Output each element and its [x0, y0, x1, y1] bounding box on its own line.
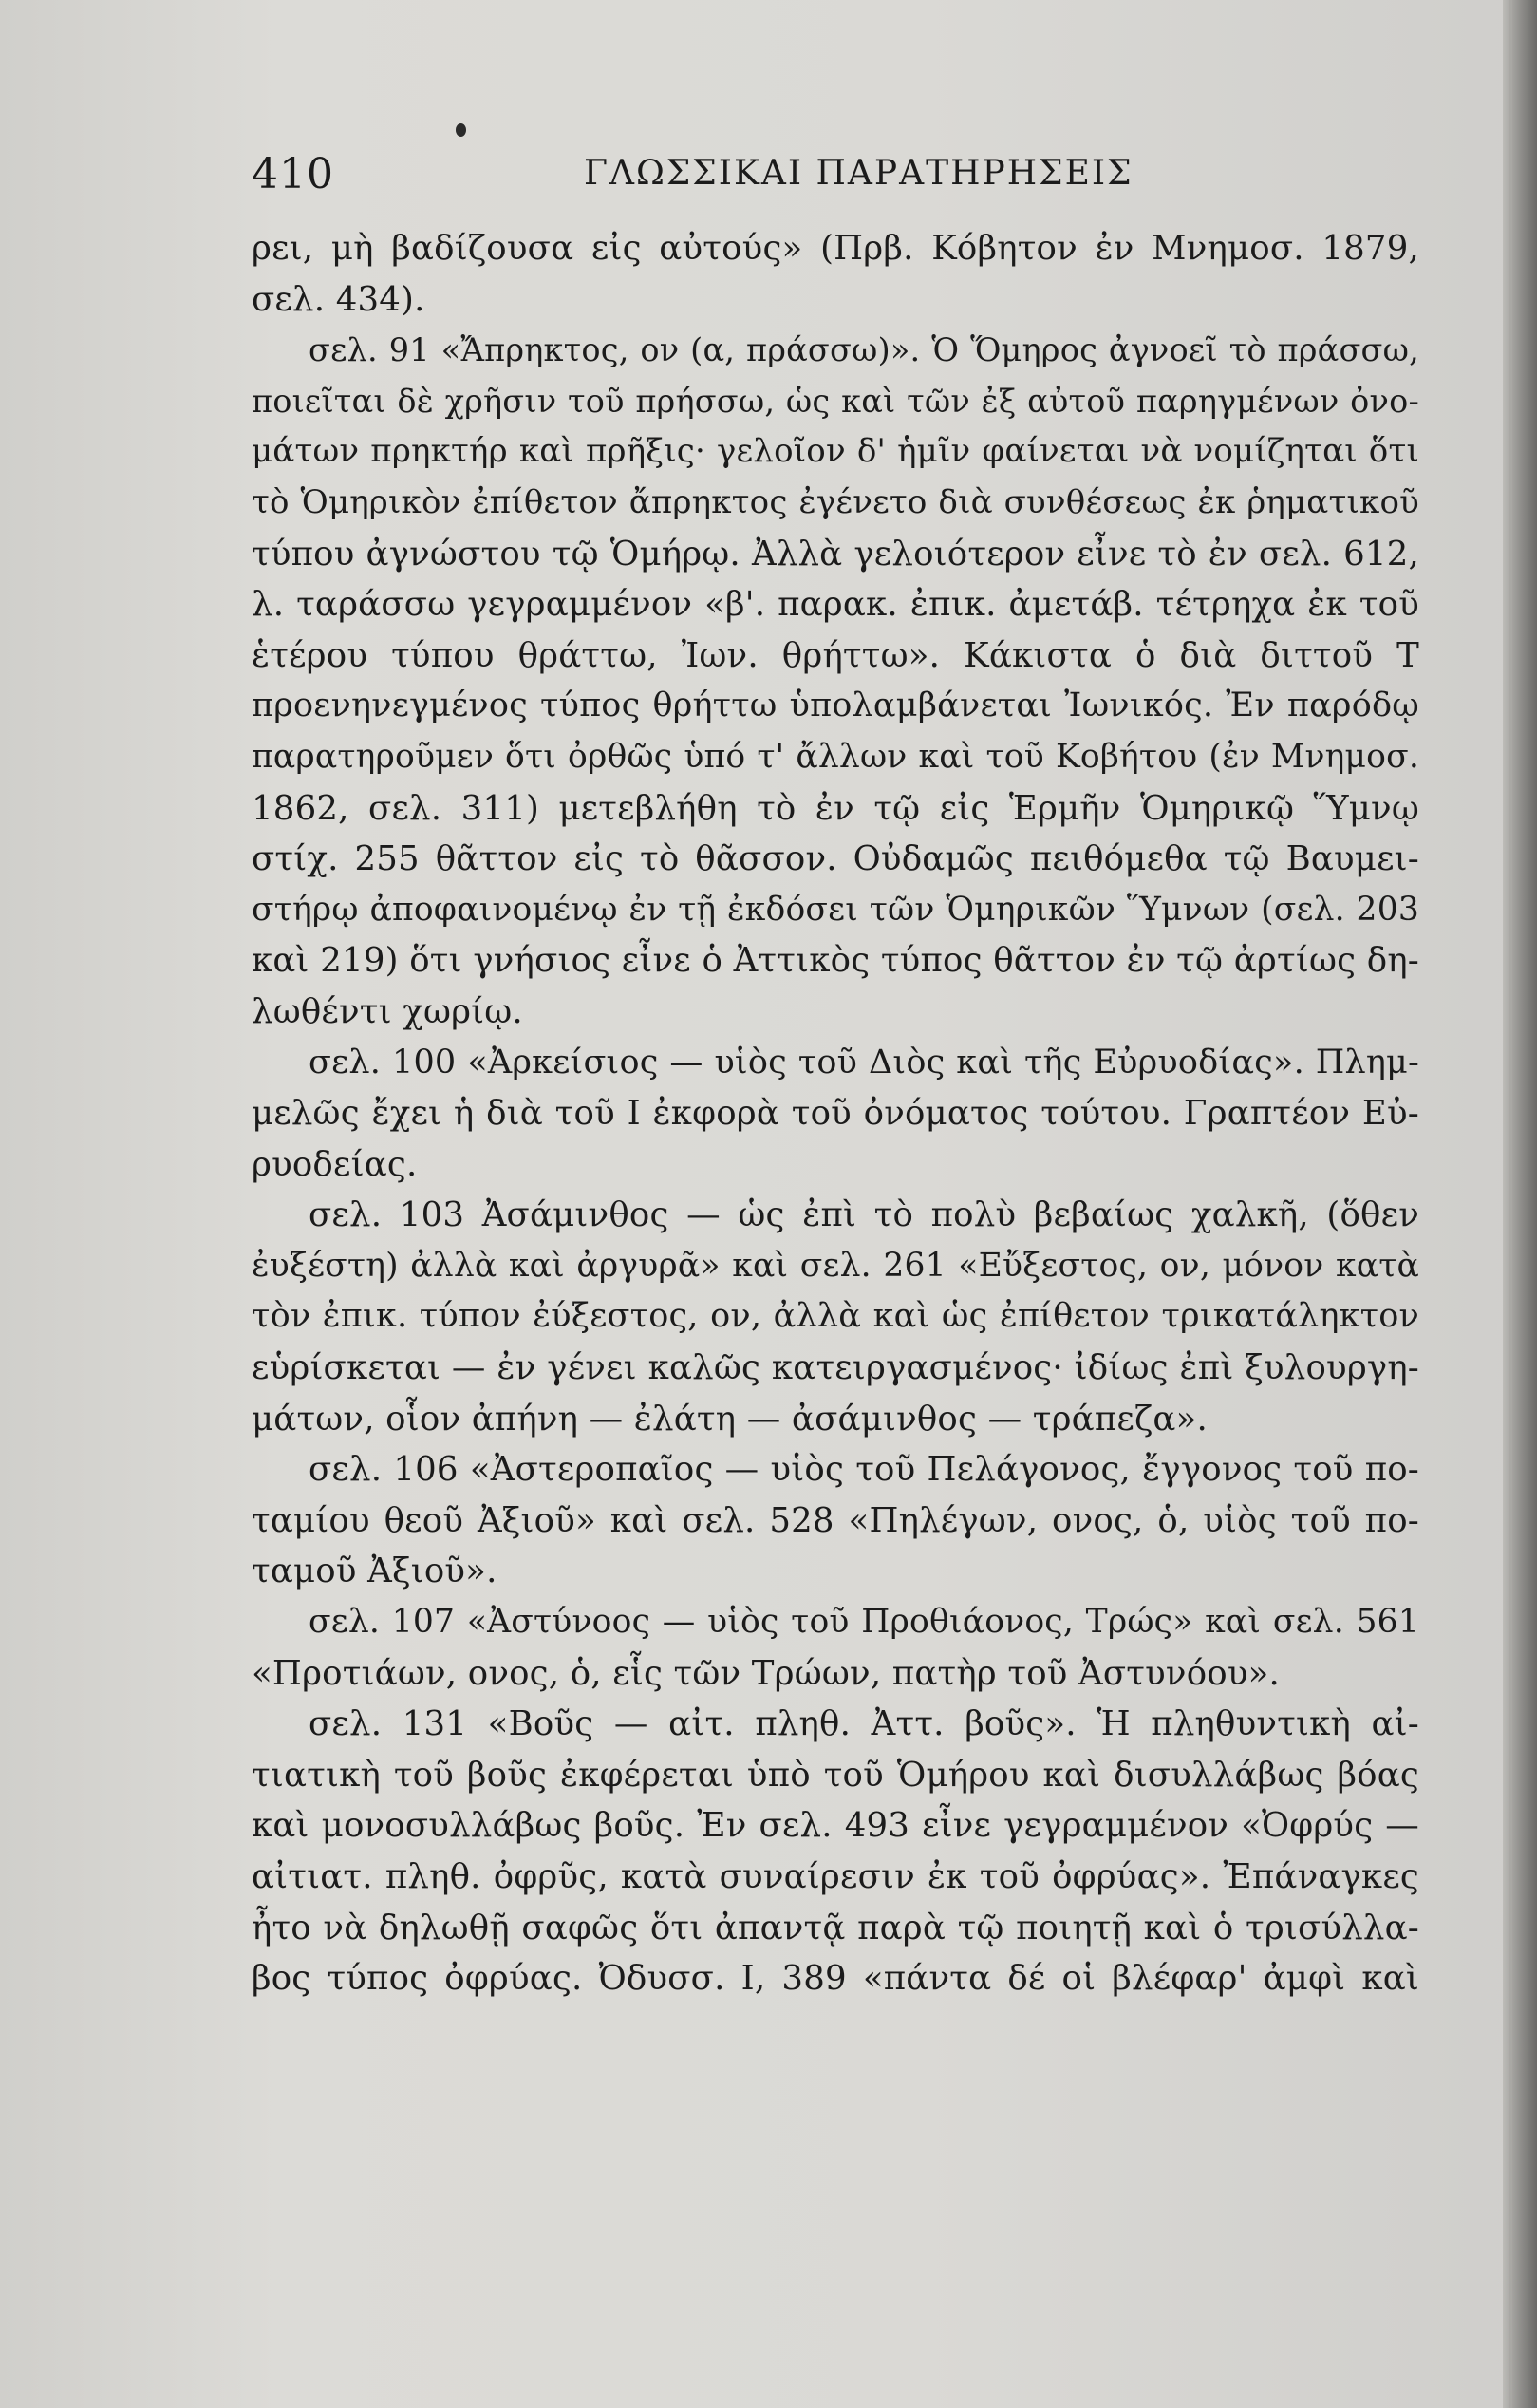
text-line: σελ. 131 «Βοῦς — αἰτ. πληθ. Ἀττ. βοῦς». Ἡ πληθυντικὴ αἰ-	[309, 1704, 1419, 1744]
text-line: τὸ Ὁμηρικὸν ἐπίθετον ἄπρηκτος ἐγένετο διὰ συνθέσεως ἐκ ῥηματικοῦ	[252, 482, 1419, 521]
text-line: μάτων πρηκτήρ καὶ πρῆξις· γελοῖον δ' ἡμῖν φαίνεται νὰ νομίζηται ὅτι	[252, 432, 1419, 471]
text-line: εὑρίσκεται — ἐν γένει καλῶς κατειργασμένος· ἰδίως ἐπὶ ξυλουργη-	[252, 1348, 1419, 1388]
page-header	[252, 150, 1372, 207]
ink-dot-mark	[456, 123, 466, 137]
text-line: προενηνεγμένος τύπος θρήττω ὑπολαμβάνεται Ἰωνικός. Ἐν παρόδῳ	[252, 687, 1419, 725]
text-line: σελ. 107 «Ἀστύνοος — υἱὸς τοῦ Προθιάονος, Τρώς» καὶ σελ. 561	[309, 1603, 1419, 1642]
body-text	[252, 223, 1419, 2004]
text-line: καὶ μονοσυλλάβως βοῦς. Ἐν σελ. 493 εἶνε γεγραμμένον «Ὀφρύς —	[252, 1806, 1419, 1846]
page-fold-line	[1509, 0, 1512, 2408]
text-line: ταμίου θεοῦ Ἀξιοῦ» καὶ σελ. 528 «Πηλέγων, ονος, ὁ, υἱὸς τοῦ πο-	[252, 1500, 1419, 1540]
text-line: ρει, μὴ βαδίζουσα εἰς αὐτούς» (Πρβ. Κόβητον ἐν Μνημοσ. 1879,	[252, 229, 1419, 268]
text-line: στίχ. 255 θᾶττον εἰς τὸ θᾶσσον. Οὐδαμῶς πειθόμεθα τῷ Βαυμει-	[252, 839, 1419, 879]
text-line: παρατηροῦμεν ὅτι ὀρθῶς ὑπό τ' ἄλλων καὶ τοῦ Κοβήτου (ἐν Μνημοσ.	[252, 737, 1419, 776]
text-line: αἰτιατ. πληθ. ὀφρῦς, κατὰ συναίρεσιν ἐκ τοῦ ὀφρύας». Ἐπάναγκες	[252, 1857, 1419, 1896]
text-line: βος τύπος ὀφρύας. Ὀδυσσ. Ι, 389 «πάντα δέ οἱ βλέφαρ' ἀμφὶ καὶ	[252, 1959, 1419, 1999]
text-line: ποιεῖται δὲ χρῆσιν τοῦ πρήσσω, ὡς καὶ τῶν ἐξ αὐτοῦ παρηγμένων ὀνο-	[252, 382, 1419, 420]
text-line: σελ. 100 «Ἀρκείσιος — υἱὸς τοῦ Διὸς καὶ τῆς Εὐρυοδίας». Πλημ-	[309, 1043, 1419, 1082]
text-line: μάτων, οἷον ἀπήνη — ἐλάτη — ἀσάμινθος — τράπεζα».	[252, 1399, 1208, 1439]
page-number: 410	[252, 150, 334, 198]
text-line: ἑτέρου τύπου θράττω, Ἰων. θρήττω». Κάκιστα ὁ διὰ διττοῦ Τ	[252, 635, 1419, 675]
text-line: σελ. 434).	[252, 279, 425, 319]
text-line: ταμοῦ Ἀξιοῦ».	[252, 1552, 497, 1591]
text-line: λωθέντι χωρίῳ.	[252, 991, 523, 1031]
text-line: τὸν ἐπικ. τύπον ἐύξεστος, ον, ἀλλὰ καὶ ὡς ἐπίθετον τρικατάληκτον	[252, 1297, 1419, 1336]
text-line: καὶ 219) ὅτι γνήσιος εἶνε ὁ Ἀττικὸς τύπος θᾶττον ἐν τῷ ἀρτίως δη-	[252, 941, 1419, 981]
running-title: ΓΛΩΣΣΙΚΑΙ ΠΑΡΑΤΗΡΗΣΕΙΣ	[584, 154, 1134, 193]
text-line: σελ. 106 «Ἀστεροπαῖος — υἱὸς τοῦ Πελάγονος, ἔγγονος τοῦ πο-	[309, 1450, 1419, 1490]
text-line: ἐυξέστη) ἀλλὰ καὶ ἀργυρᾶ» καὶ σελ. 261 «Εὔξεστος, ον, μόνον κατὰ	[252, 1246, 1419, 1285]
text-line: σελ. 91 «Ἄπρηκτος, ον (α, πράσσω)». Ὁ Ὅμηρος ἀγνοεῖ τὸ πράσσω,	[309, 331, 1419, 369]
text-line: ἦτο νὰ δηλωθῇ σαφῶς ὅτι ἀπαντᾷ παρὰ τῷ ποιητῇ καὶ ὁ τρισύλλα-	[252, 1908, 1419, 1947]
text-line: τιατικὴ τοῦ βοῦς ἐκφέρεται ὑπὸ τοῦ Ὁμήρου καὶ δισυλλάβως βόας	[252, 1755, 1419, 1795]
text-line: λ. ταράσσω γεγραμμένον «β'. παρακ. ἐπικ. ἀμετάβ. τέτρηχα ἐκ τοῦ	[252, 585, 1419, 625]
page-edge-shadow	[1503, 0, 1537, 2408]
text-line: ρυοδείας.	[252, 1144, 418, 1184]
text-line: στήρῳ ἀποφαινομένῳ ἐν τῇ ἐκδόσει τῶν Ὁμηρικῶν Ὕμνων (σελ. 203	[252, 890, 1419, 929]
text-line: 1862, σελ. 311) μετεβλήθη τὸ ἐν τῷ εἰς Ἑρμῆν Ὁμηρικῷ Ὕμνῳ	[252, 788, 1419, 828]
text-line: τύπου ἀγνώστου τῷ Ὁμήρῳ. Ἀλλὰ γελοιότερον εἶνε τὸ ἐν σελ. 612,	[252, 534, 1419, 574]
text-line: «Προτιάων, ονος, ὁ, εἷς τῶν Τρώων, πατὴρ τοῦ Ἀστυνόου».	[252, 1653, 1281, 1693]
text-line: σελ. 103 Ἀσάμινθος — ὡς ἐπὶ τὸ πολὺ βεβαίως χαλκῆ, (ὅθεν	[309, 1195, 1419, 1235]
text-line: μελῶς ἔχει ἡ διὰ τοῦ Ι ἐκφορὰ τοῦ ὀνόματος τούτου. Γραπτέον Εὐ-	[252, 1094, 1419, 1134]
